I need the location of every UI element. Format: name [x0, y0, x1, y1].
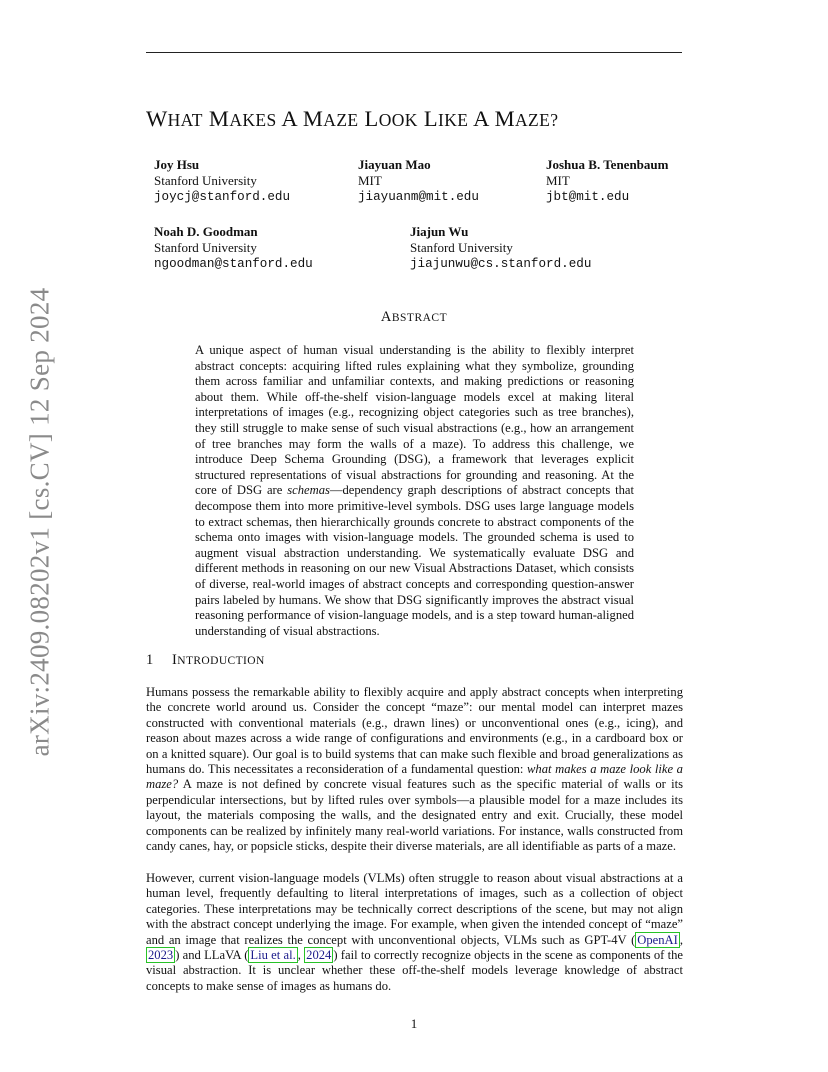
author-affiliation: Stanford University: [154, 240, 257, 255]
author-affiliation: MIT: [546, 173, 570, 188]
author-name: Joy Hsu: [154, 157, 200, 172]
author-block: [154, 157, 290, 205]
author-name: Joshua B. Tenenbaum: [546, 157, 669, 172]
author-affiliation: Stanford University: [154, 173, 257, 188]
abstract-text: A unique aspect of human visual understanding is the ability to flexibly interpret abstract concepts: acquiring lifted rules explaining what they symbolize, grounding them across familiar and unfamiliar contexts, and making predictions or reasoning about them. While off-the-shelf vision-language models excel at making literal interpretations of images (e.g., recognizing object categories such as tree branches), they still struggle to make sense of such visual abstractions (e.g., how an arrangement of tree branches may form the walls of a maze). To address this challenge, we introduce Deep Schema Grounding (DSG), a framework that leverages explicit structured representations of visual abstractions for grounding and reasoning. At the core of DSG are: [195, 343, 634, 498]
citation-link[interactable]: 2024: [306, 948, 332, 963]
abstract-heading-text: ABSTRACT: [380, 309, 448, 325]
abstract-heading: [0, 309, 828, 326]
author-name: Noah D. Goodman: [154, 224, 258, 239]
author-block: [358, 157, 479, 205]
arxiv-identifier: arXiv:2409.08202v1 [cs.CV] 12 Sep 2024: [24, 287, 55, 757]
paper-title-text: WHAT MAKES A MAZE LOOK LIKE A MAZE?: [146, 106, 559, 131]
author-block: [154, 224, 313, 272]
abstract-text: —dependency graph descriptions of abstract concepts that decompose them into more primitive-level symbols. DSG uses large language models to extract schemas, then hierarchically grounds concrete to abstract components of the schema onto images with vision-language models. The grounded schema is used to augment visual abstraction understanding. We systematically evaluate DSG and different methods in reasoning on our new Visual Abstractions Dataset, which consists of diverse, real-world images of abstract concepts and corresponding question-answer pairs labeled by humans. We show that DSG significantly improves the abstract visual reasoning performance of vision-language models, and is a step toward human-aligned understanding of visual abstractions.: [195, 483, 634, 638]
abstract-emphasis: schemas: [287, 483, 330, 498]
paragraph-text: ) and LLaVA (: [175, 948, 249, 963]
paragraph-emphasis: what makes a maze look like a maze?: [146, 762, 683, 792]
intro-paragraph: [146, 871, 683, 994]
author-email[interactable]: jbt@mit.edu: [546, 190, 630, 204]
paragraph-text: A maze is not defined by concrete visual features such as the specific material of walls or its perpendicular intersections, but by lifted rules over symbols—a plausible model for a maze includes its layout, the materials composing the walls, and the designated entry and exit. Crucially, these model components can be realized by infinitely many real-world variations. For instance, walls constructed from candy canes, hay, or popsicle sticks, despite their diverse materials, are all identifiable as parts of a maze.: [146, 777, 683, 854]
citation-separator: ,: [297, 948, 305, 963]
author-email[interactable]: ngoodman@stanford.edu: [154, 257, 313, 271]
paragraph-text: Humans possess the remarkable ability to flexibly acquire and apply abstract concepts when interpreting the concrete world around us. Consider the concept “maze”: our mental model can interpret mazes constructed with conventional materials (e.g., drawn lines) or unconventional ones (e.g., icing), and reason about mazes across a wide range of configurations and environments (e.g., in a cardboard box or on a knitted square). Our goal is to build systems that can make such flexible and broad generalizations as humans do. This necessitates a reconsideration of a fundamental question:: [146, 685, 683, 777]
citation-link[interactable]: 2023: [148, 948, 174, 963]
author-email[interactable]: jiayuanm@mit.edu: [358, 190, 479, 204]
paragraph-text: However, current vision-language models (VLMs) often struggle to reason about visual abstractions at a human level, frequently defaulting to literal interpretations of images, such as a collection of object categories. These interpretations may be technically correct descriptions of the scene, but may not align with the abstract concept underlying the image. For example, when given the intended concept of “maze” and an image that realizes the concept with unconventional objects, VLMs such as GPT-4V (: [146, 871, 683, 947]
author-block: [546, 157, 668, 205]
author-name: Jiayuan Mao: [358, 157, 431, 172]
author-affiliation: Stanford University: [410, 240, 513, 255]
top-rule: [146, 52, 682, 53]
author-affiliation: MIT: [358, 173, 382, 188]
section-title: INTRODUCTION: [172, 652, 265, 668]
author-email[interactable]: jiajunwu@cs.stanford.edu: [410, 257, 592, 271]
author-name: Jiajun Wu: [410, 224, 469, 239]
author-block: [410, 224, 591, 272]
section-heading: [146, 652, 265, 669]
paragraph-text: ) fail to correctly recognize objects in the scene as components of the visual abstraction. It is unclear whether these off-the-shelf models leverage knowledge of abstract concepts to make sense of images as humans do.: [146, 948, 683, 993]
citation-link[interactable]: OpenAI: [637, 932, 678, 947]
paper-title: [146, 106, 706, 132]
citation-link[interactable]: Liu et al.: [250, 948, 296, 963]
page-number: 1: [410, 1016, 418, 1031]
intro-paragraph: [146, 685, 683, 854]
section-number: 1: [146, 652, 154, 668]
citation-separator: ,: [679, 932, 683, 947]
abstract-body: [195, 343, 634, 639]
author-email[interactable]: joycj@stanford.edu: [154, 190, 291, 204]
